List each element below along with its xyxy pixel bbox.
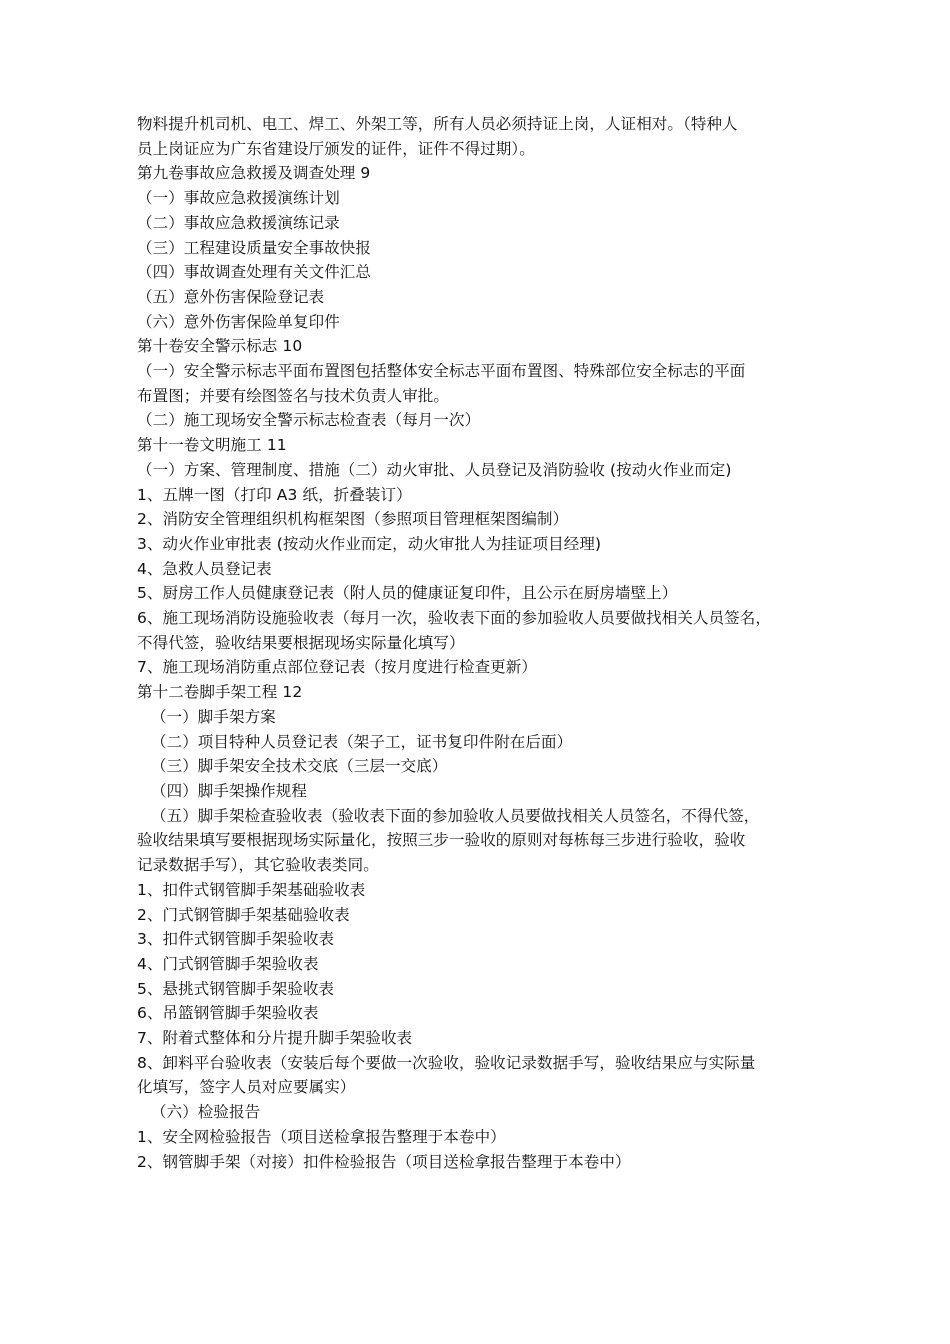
numbered-item: 1、五牌一图（打印 A3 纸，折叠装订） [137, 485, 412, 504]
list-item: （一）方案、管理制度、措施（二）动火审批、人员登记及消防验收 (按动火作业而定) [137, 460, 732, 479]
list-item: （一）脚手架方案 [151, 707, 276, 726]
list-item-continuation: 记录数据手写），其它验收表类同。 [137, 856, 379, 875]
list-item: （三）脚手架安全技术交底（三层一交底） [151, 757, 448, 776]
section-heading-volume-11: 第十一卷文明施工 11 [137, 436, 287, 455]
list-item: （二）事故应急救援演练记录 [137, 213, 340, 232]
numbered-item: 7、附着式整体和分片提升脚手架验收表 [137, 1029, 413, 1048]
paragraph-line: 员上岗证应为广东省建设厅颁发的证件，证件不得过期）。 [137, 139, 535, 158]
list-item: （二）项目特种人员登记表（架子工，证书复印件附在后面） [151, 732, 573, 751]
section-heading-volume-10: 第十卷安全警示标志 10 [137, 337, 303, 356]
list-item: （五）意外伤害保险登记表 [137, 287, 325, 306]
numbered-item-continuation: 化填写，签字人员对应要属实） [137, 1078, 356, 1097]
list-item: （四）事故调查处理有关文件汇总 [137, 263, 372, 282]
numbered-item: 1、扣件式钢管脚手架基础验收表 [137, 880, 366, 899]
numbered-item: 4、急救人员登记表 [137, 559, 272, 578]
numbered-item: 6、施工现场消防设施验收表（每月一次，验收表下面的参加验收人员要做找相关人员签名， [137, 609, 771, 628]
numbered-item: 8、卸料平台验收表（安装后每个要做一次验收，验收记录数据手写，验收结果应与实际量 [137, 1053, 756, 1072]
numbered-item: 1、安全网检验报告（项目送检拿报告整理于本卷中） [137, 1127, 506, 1146]
numbered-item: 4、门式钢管脚手架验收表 [137, 954, 319, 973]
numbered-item: 2、消防安全管理组织机构框架图（参照项目管理框架图编制） [137, 510, 569, 529]
list-item: （一）安全警示标志平面布置图包括整体安全标志平面布置图、特殊部位安全标志的平面 [137, 362, 746, 381]
document-body [137, 112, 827, 1174]
numbered-item: 2、门式钢管脚手架基础验收表 [137, 905, 350, 924]
section-heading-volume-12: 第十二卷脚手架工程 12 [137, 683, 303, 702]
numbered-item: 6、吊篮钢管脚手架验收表 [137, 1004, 319, 1023]
section-heading-volume-9: 第九卷事故应急救援及调查处理 9 [137, 164, 371, 183]
list-item: （六）意外伤害保险单复印件 [137, 312, 340, 331]
numbered-item: 5、悬挑式钢管脚手架验收表 [137, 979, 335, 998]
list-item: （二）施工现场安全警示标志检查表（每月一次） [137, 411, 481, 430]
list-item: （五）脚手架检查验收表（验收表下面的参加验收人员要做找相关人员签名，不得代签， [151, 806, 760, 825]
numbered-item: 5、厨房工作人员健康登记表（附人员的健康证复印件，且公示在厨房墙壁上） [137, 584, 678, 603]
list-item-continuation: 验收结果填写要根据现场实际量化，按照三步一验收的原则对每栋每三步进行验收，验收 [137, 831, 746, 850]
numbered-item: 3、扣件式钢管脚手架验收表 [137, 930, 335, 949]
numbered-item: 3、动火作业审批表 (按动火作业而定，动火审批人为挂证项目经理) [137, 534, 602, 553]
list-item-continuation: 布置图；并要有绘图签名与技术负责人审批。 [137, 386, 450, 405]
paragraph-line: 物料提升机司机、电工、焊工、外架工等，所有人员必须持证上岗，人证相对。（特种人 [137, 115, 738, 133]
list-item: （六）检验报告 [151, 1103, 261, 1122]
numbered-item: 2、钢管脚手架（对接）扣件检验报告（项目送检拿报告整理于本卷中） [137, 1152, 631, 1171]
list-item: （三）工程建设质量安全事故快报 [137, 238, 372, 257]
numbered-item: 7、施工现场消防重点部位登记表（按月度进行检查更新） [137, 658, 537, 677]
list-item: （一）事故应急救援演练计划 [137, 189, 340, 208]
numbered-item-continuation: 不得代签，验收结果要根据现场实际量化填写） [137, 633, 465, 652]
list-item: （四）脚手架操作规程 [151, 781, 308, 800]
